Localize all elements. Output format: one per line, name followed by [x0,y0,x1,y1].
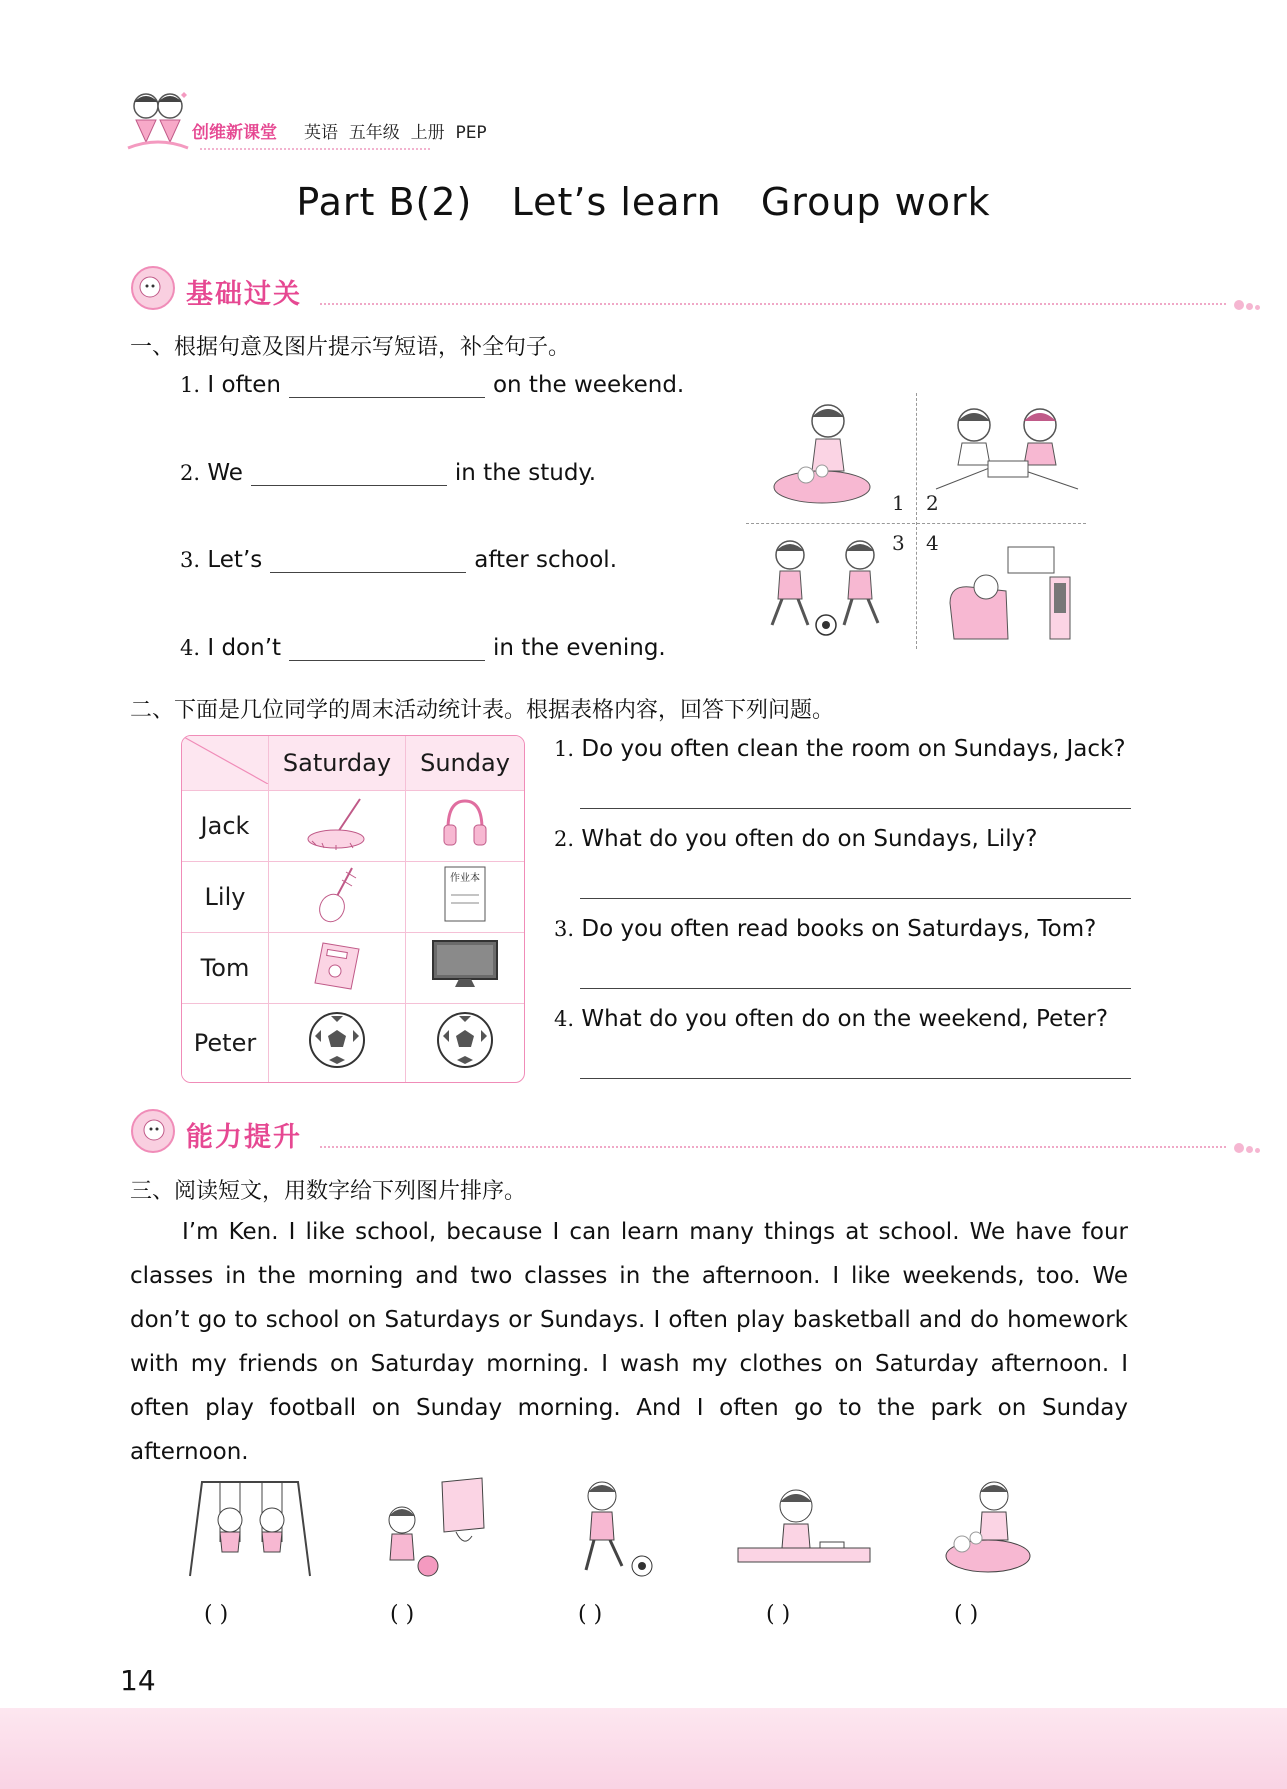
cell-jack-saturday [269,791,406,862]
part2-instruction: 二、下面是几位同学的周末活动统计表。根据表格内容，回答下列问题。 [130,698,835,723]
washing-clothes-icon [766,399,886,511]
order-slot-1[interactable]: ( ) [204,1602,229,1627]
kids-logo-icon [124,88,192,154]
subject: 英语 [304,123,338,143]
header-divider [200,148,430,150]
cell-tom-saturday [269,933,406,1004]
edition: PEP [455,123,487,143]
order-slot-2[interactable]: ( ) [390,1602,415,1627]
playing-football-icon [756,533,906,645]
cell-peter-saturday [269,1004,406,1082]
question-1: 1. Do you often clean the room on Sundays, Jack? [554,736,1126,762]
fill-item-2: 2. We in the study. [180,460,597,486]
row-name-jack: Jack [182,791,269,862]
part1-instruction: 一、根据句意及图片提示写短语，补全句子。 [130,335,571,360]
section-divider [320,303,1226,305]
question-4: 4. What do you often do on the weekend, Peter? [554,1006,1109,1032]
fill-item-3: 3. Let’s after school. [180,547,618,573]
football-icon [307,1010,367,1070]
homework-scene-icon [734,1476,874,1586]
cell-lily-sunday [406,862,524,933]
grade: 五年级 [348,123,400,143]
tv-icon [429,937,501,993]
volume: 上册 [410,123,445,143]
football-scene-icon [568,1476,668,1586]
washing-scene-icon [940,1476,1040,1586]
reading-passage: I’m Ken. I like school, because I can learn many things at school. We have four classes in the morning and two classes in the afternoon. I like weekends, too. We don’t go to school on Saturdays or Sundays. I often play basketball and do homework with my friends on Saturday morning. I wash my clothes on Saturday afternoon. I often play football on Sunday morning. And I often go to the park on Sunday afternoon. [130,1219,1128,1465]
answer-blank[interactable] [289,373,485,398]
row-name-lily: Lily [182,862,269,933]
cell-peter-sunday [406,1004,524,1082]
pipa-icon [312,864,362,924]
fill-item-4: 4. I don’t in the evening. [180,635,666,661]
section-advanced-header [130,1108,1270,1158]
answer-line-1[interactable] [580,808,1131,809]
football-icon [435,1010,495,1070]
page-title: Part B(2) Let’s learn Group work [296,180,991,224]
section-advanced-label: 能力提升 [186,1122,302,1153]
picture-grid: 1 2 3 4 [746,393,1086,649]
answer-line-4[interactable] [580,1078,1131,1079]
section-basic-header [130,265,1270,315]
section-basic-label: 基础过关 [186,279,302,310]
headphones-icon [440,795,490,851]
page-number: 14 [120,1664,156,1697]
question-2: 2. What do you often do on Sundays, Lily? [554,826,1038,852]
homework-book-icon [437,863,493,925]
row-name-peter: Peter [182,1004,269,1082]
answer-blank[interactable] [251,461,447,486]
footer-band [0,1708,1287,1789]
table-corner [182,736,269,791]
cell-lily-saturday [269,862,406,933]
basketball-scene-icon [372,1476,492,1586]
book-icon [309,937,365,993]
decor-dots [1234,295,1262,314]
weekend-activity-table [181,735,525,1083]
swing-scene-icon [180,1476,320,1586]
doing-homework-icon [932,399,1082,511]
corner-diagonal-icon [182,736,268,784]
row-name-tom: Tom [182,933,269,1004]
fill-item-1: 1. I often on the weekend. [180,372,685,398]
mop-icon [302,795,372,851]
section-badge-icon [130,1108,176,1154]
decor-dots [1234,1138,1262,1157]
question-3: 3. Do you often read books on Saturdays, Tom? [554,916,1097,942]
watching-tv-icon [946,543,1076,647]
order-slot-4[interactable]: ( ) [766,1602,791,1627]
book-info [304,118,487,143]
order-slot-3[interactable]: ( ) [578,1602,603,1627]
part3-instruction: 三、阅读短文，用数字给下列图片排序。 [130,1179,527,1204]
answer-line-2[interactable] [580,898,1131,899]
order-slot-5[interactable]: ( ) [954,1602,979,1627]
brand-name: 创维新课堂 [192,123,277,143]
svg-text:作业本: 作业本 [450,873,480,884]
section-badge-icon [130,265,176,311]
col-header-sunday: Sunday [406,736,524,791]
col-header-saturday: Saturday [269,736,406,791]
cell-tom-sunday [406,933,524,1004]
cell-jack-sunday [406,791,524,862]
answer-blank[interactable] [270,548,466,573]
section-divider [320,1146,1226,1148]
answer-blank[interactable] [289,636,485,661]
answer-line-3[interactable] [580,988,1131,989]
